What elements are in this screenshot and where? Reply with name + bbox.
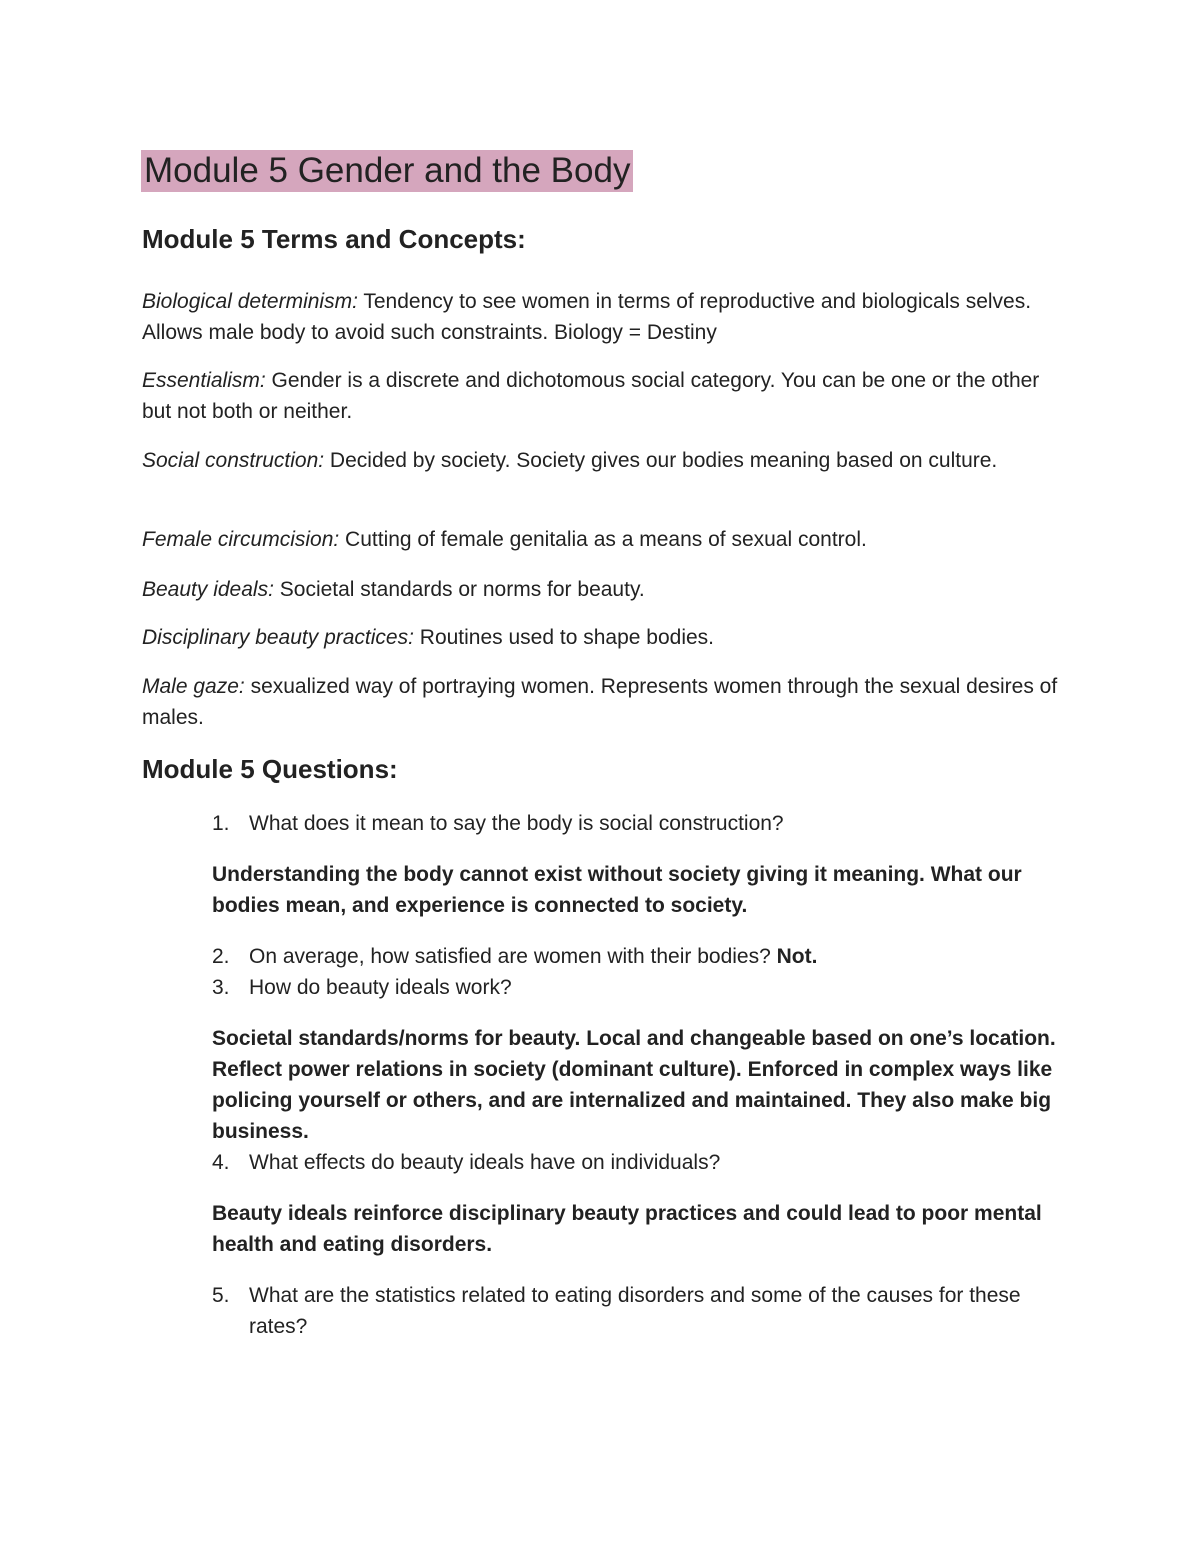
term-male-gaze: [142, 671, 1072, 733]
answer-q4: Beauty ideals reinforce disciplinary beauty practices and could lead to poor mental health and eating disorders.: [212, 1202, 1042, 1256]
question-item: [212, 808, 1072, 839]
answer-q3: Societal standards/norms for beauty. Local and changeable based on one’s location. Reflect power relations in society (dominant culture). Enforced in complex ways like policing yourself or others, and are internalized and maintained. They also make big business.: [212, 1027, 1056, 1143]
term-definition: sexualized way of portraying women. Represents women through the sexual desires of males.: [142, 675, 1058, 729]
term-biological-determinism: [142, 286, 1072, 348]
term-label: Beauty ideals:: [142, 578, 274, 601]
question-number: 5.: [212, 1284, 230, 1307]
term-definition: Decided by society. Society gives our bodies meaning based on culture.: [324, 449, 998, 472]
term-definition: Gender is a discrete and dichotomous social category. You can be one or the other but not both or neither.: [142, 369, 1040, 423]
inline-answer: Not.: [776, 945, 818, 968]
term-definition: Societal standards or norms for beauty.: [273, 578, 645, 601]
question-text: On average, how satisfied are women with their bodies?: [249, 945, 777, 968]
term-essentialism: [142, 365, 1072, 427]
question-number: 3.: [212, 976, 230, 999]
question-item: [212, 972, 1072, 1003]
question-text-line: [249, 941, 1072, 972]
question-number: 4.: [212, 1151, 230, 1174]
question-text: What are the statistics related to eating disorders and some of the causes for these rates?: [249, 1284, 1021, 1338]
question-item: [212, 1280, 1072, 1342]
questions-heading: Module 5 Questions:: [142, 754, 398, 784]
question-text: What does it mean to say the body is social construction?: [249, 812, 784, 835]
term-label: Male gaze:: [142, 675, 245, 698]
term-label: Social construction:: [142, 449, 325, 472]
answer-q1: Understanding the body cannot exist without society giving it meaning. What our bodies mean, and experience is connected to society.: [212, 863, 1022, 917]
question-number: 2.: [212, 945, 230, 968]
question-text: How do beauty ideals work?: [249, 976, 512, 999]
term-definition: Routines used to shape bodies.: [413, 626, 714, 649]
term-definition: Cutting of female genitalia as a means of sexual control.: [339, 528, 867, 551]
question-number: 1.: [212, 812, 230, 835]
term-label: Biological determinism:: [142, 290, 358, 313]
term-label: Disciplinary beauty practices:: [142, 626, 414, 649]
terms-heading: Module 5 Terms and Concepts:: [142, 224, 526, 254]
term-social-construction: [142, 445, 1072, 476]
question-item: [212, 1147, 1072, 1178]
document-title: Module 5 Gender and the Body: [141, 150, 633, 192]
term-female-circumcision: [142, 524, 1072, 555]
term-label: Essentialism:: [142, 369, 266, 392]
question-text: What effects do beauty ideals have on individuals?: [249, 1151, 721, 1174]
term-beauty-ideals: [142, 574, 1072, 605]
term-label: Female circumcision:: [142, 528, 340, 551]
term-definition: Tendency to see women in terms of reproductive and biologicals selves. Allows male body to avoid such constraints. Biology = Destiny: [142, 290, 1032, 344]
term-disciplinary-beauty-practices: [142, 622, 1072, 653]
question-item: [212, 941, 1072, 972]
